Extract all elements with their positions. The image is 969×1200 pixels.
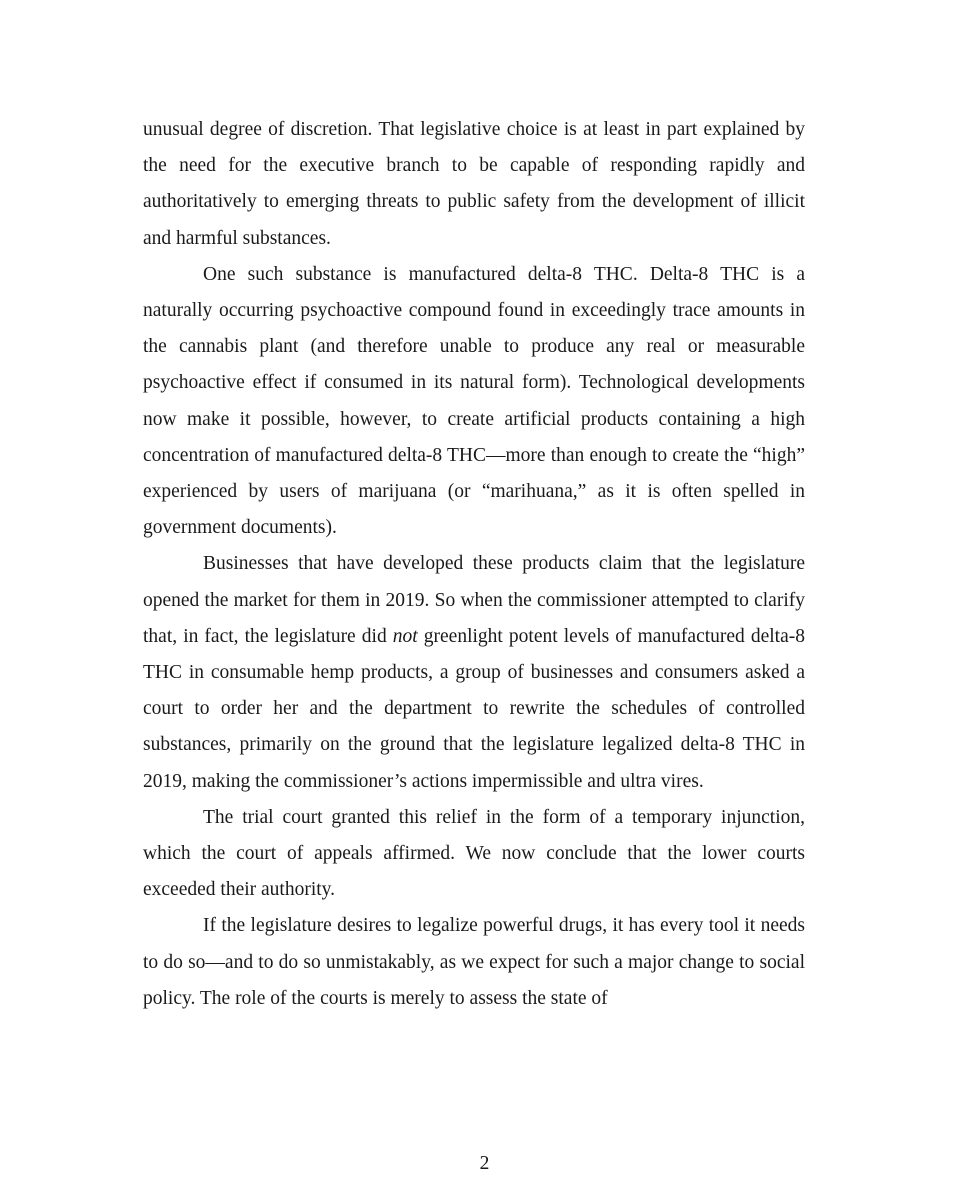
paragraph-trial-court: The trial court granted this relief in the form of a temporary injunction, which the court of appeals affirmed. We now conclude that the lower courts exceeded their authority. bbox=[143, 806, 805, 901]
paragraph-text-segment: Businesses that have developed these products claim that the legislature opened the market for them in 2019. So when the commissioner attempted to clarify that, in fact, the legislature did bbox=[143, 553, 805, 647]
paragraph-delta8-description: One such substance is manufactured delta-8 THC. Delta-8 THC is a naturally occurring psychoactive compound found in exceedingly trace amounts in the cannabis plant (and therefore unable to produce any real or measurable psychoactive effect if consumed in its natural form). Technological developments now make it possible, however, to create artificial products containing a high concentration of manufactured delta-8 THC—more than enough to create the “high” experienced by users of marijuana (or “marihuana,” as it is often spelled in government documents). bbox=[143, 263, 805, 539]
emphasis-text: not bbox=[392, 625, 418, 647]
paragraph-legislature-role: If the legislature desires to legalize powerful drugs, it has every tool it needs to do so—and to do so unmistakably, as we expect for such a major change to social policy. The role of the courts is merely to assess the state of bbox=[143, 915, 805, 1009]
opinion-body bbox=[143, 112, 805, 1017]
paragraph-businesses-claim bbox=[143, 546, 805, 799]
page-number: 2 bbox=[479, 1153, 490, 1174]
paragraph-text-segment: greenlight potent levels of manufactured delta-8 THC in consumable hemp products, a group of businesses and consumers asked a court to order her and the department to rewrite the schedules of controlled substances, primarily on the ground that the legislature legalized delta-8 THC in 2019, making the commissioner’s actions impermissible and ultra vires. bbox=[143, 625, 805, 792]
paragraph-continuation: unusual degree of discretion. That legislative choice is at least in part explained by the need for the executive branch to be capable of responding rapidly and authoritatively to emerging threats to public safety from the development of illicit and harmful substances. bbox=[143, 119, 805, 249]
